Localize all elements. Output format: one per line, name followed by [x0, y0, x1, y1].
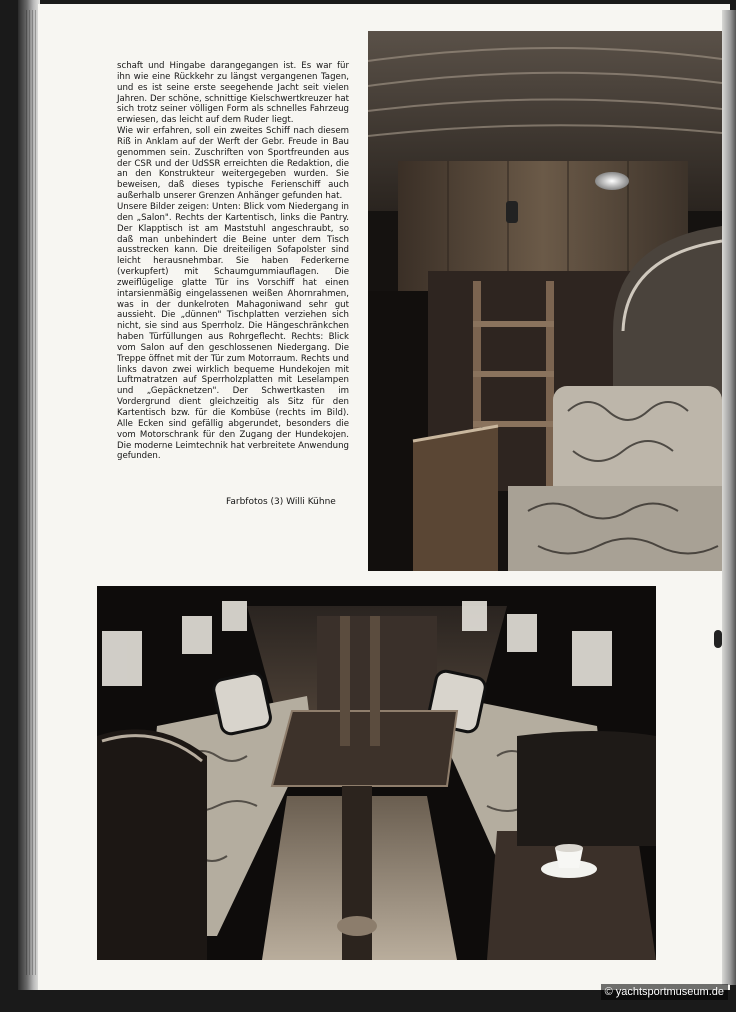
salon-photo-image: [97, 586, 656, 960]
watermark: © yachtsportmuseum.de: [601, 984, 728, 1000]
article-paragraph-3: Unsere Bilder zeigen: Unten: Blick vom Niedergang in den „Salon". Rechts der Kartentisch, links die Pantry. Der Klapptisch ist am Maststuhl angeschraubt, so daß man unbehindert die Beine unter dem Tisch ausstrecken kann. Die dreiteiligen Sofapolster sind leicht herausnehmbar. Sie haben Federkerne (verkupfert) mit Schaumgummiauflagen. Die zweiflügelige glatte Tür ins Vorschiff hat einen intarsienmäßig eingelassenen weißen Ahornrahmen, was in der dunkelroten Mahagoniwand sehr gut aussieht. Die „dünnen" Tischplatten verziehen sich nicht, sie sind aus Sperrholz. Die Hängeschränkchen haben Türfüllungen aus Rohrgeflecht. Rechts: Blick vom Salon auf den geschlossenen Niedergang. Die Treppe öffnet mit der Tür zum Motorraum. Rechts und links davon zwei wirklich bequeme Hundekojen mit Luftmatratzen auf Sperrholzplatten mit Leselampen und „Gepäcknetzen". Der Schwertkasten im Vordergrund dient gleichzeitig als Sitz für den Kartentisch bzw. für die Kombüse (rechts im Bild). Alle Ecken sind gefällig abgerundet, besonders die vom Motorschrank für den Zugang der Hundekojen. Die moderne Leimtechnik hat verbreitete Anwendung gefunden.: [117, 201, 349, 462]
companionway-photo: [368, 31, 722, 571]
companionway-photo-image: [368, 31, 722, 571]
salon-photo: [97, 586, 656, 960]
article-paragraph-2: Wie wir erfahren, soll ein zweites Schiff nach diesem Riß in Anklam auf der Werft der Gebr. Freude in Bau genommen sein. Zuschriften von Sportfreunden aus der CSR und der UdSSR erreichten die Redaktion, die an den Konstrukteur weitergegeben wurden. Sie beweisen, daß dieses typische Ferienschiff auch außerhalb unserer Grenzen Anhänger gefunden hat.: [117, 126, 349, 202]
photo-credit: Farbfotos (3) Willi Kühne: [226, 497, 336, 507]
binding-mark: [714, 630, 722, 648]
article-text-column: [117, 61, 349, 462]
article-paragraph-1: schaft und Hingabe darangegangen ist. Es war für ihn wie eine Rückkehr zu längst vergangenen Tagen, und es ist seine erste seegehende Jacht seit vielen Jahren. Der schöne, schnittige Kielschwertkreuzer hat sich trotz seiner völligen Form als schnelles Fahrzeug erwiesen, das leicht auf dem Ruder liegt.: [117, 61, 349, 126]
page-right-edge: [722, 10, 736, 985]
page-edge-lines: [26, 10, 38, 975]
